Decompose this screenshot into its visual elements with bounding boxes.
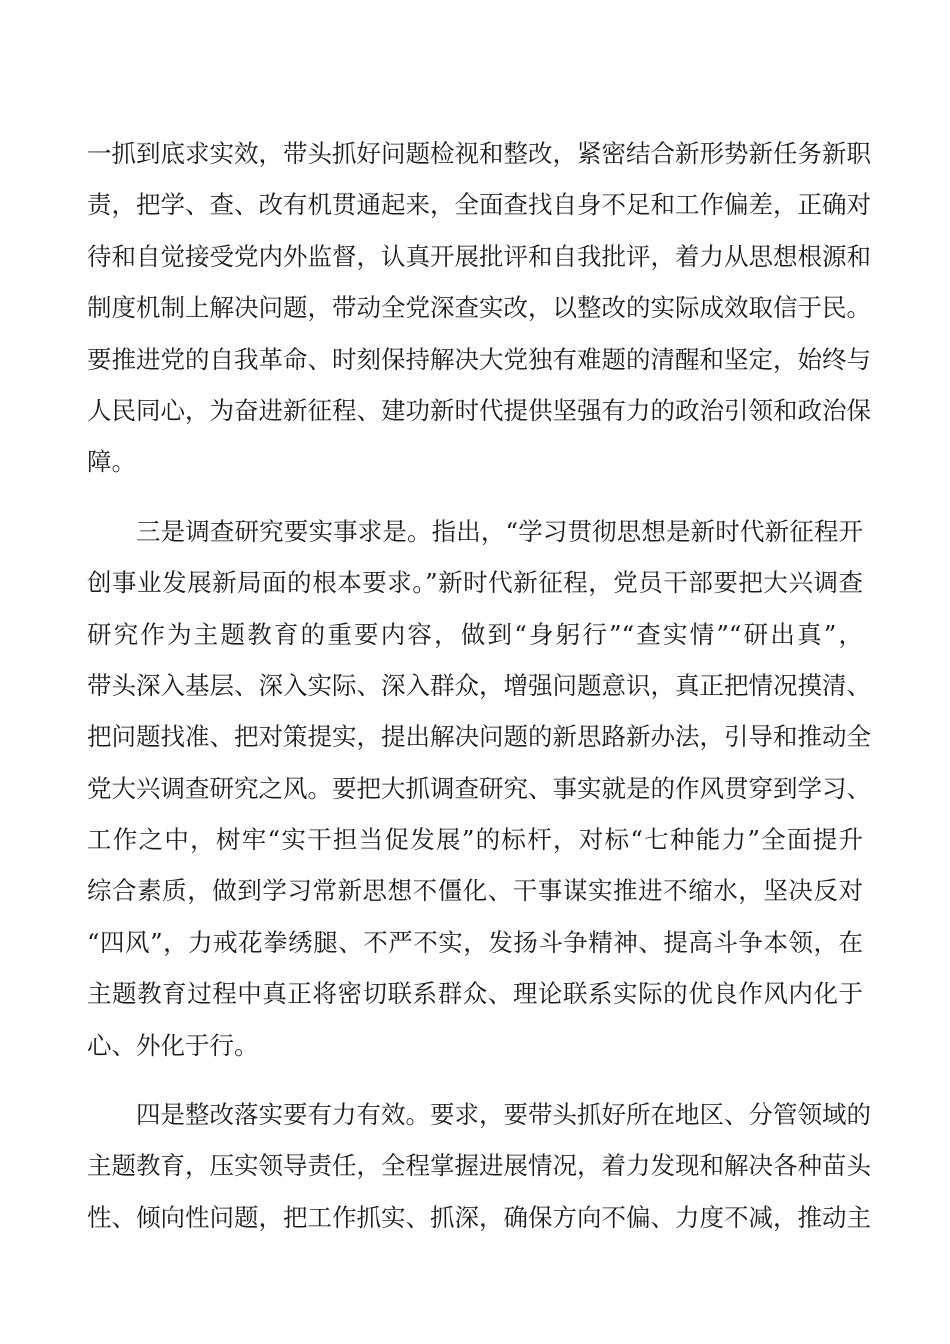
paragraph-1 [87, 128, 871, 488]
text-line: 党大兴调查研究之风。要把大抓调查研究、事实就是的作风贯穿到学习、 [87, 773, 871, 803]
text-line: 带头深入基层、深入实际、深入群众，增强问题意识，真正把情况摸清、 [87, 670, 871, 700]
text-line: 三是调查研究要实事求是。指出，“学习贯彻思想是新时代新征程开 [136, 516, 863, 546]
text-line: “四风”，力戒花拳绣腿、不严不实，发扬斗争精神、提高斗争本领，在 [87, 927, 863, 957]
text-line: 心、外化于行。 [87, 1030, 259, 1060]
paragraph-3 [87, 1089, 871, 1243]
text-line: 待和自觉接受党内外监督，认真开展批评和自我批评，着力从思想根源和 [87, 241, 871, 271]
text-line: 研究作为主题教育的重要内容，做到“身躬行”“查实情”“研出真”， [87, 619, 863, 649]
document-body [87, 128, 871, 1243]
text-line: 要推进党的自我革命、时刻保持解决大党独有难题的清醒和坚定，始终与 [87, 344, 871, 374]
text-line: 综合素质，做到学习常新思想不僵化、干事谋实推进不缩水，坚决反对 [87, 876, 863, 906]
paragraph-spacer [87, 1071, 863, 1089]
text-line: 把问题找准、把对策提实，提出解决问题的新思路新办法，引导和推动全 [87, 722, 871, 752]
text-line: 障。 [87, 447, 136, 477]
text-line: 主题教育，压实领导责任，全程掌握进展情况，着力发现和解决各种苗头 [87, 1151, 871, 1181]
text-line: 创事业发展新局面的根本要求。”新时代新征程，党员干部要把大兴调查 [87, 568, 863, 598]
text-line: 人民同心，为奋进新征程、建功新时代提供坚强有力的政治引领和政治保 [87, 395, 871, 425]
text-line: 制度机制上解决问题，带动全党深查实改，以整改的实际成效取信于民。 [87, 293, 871, 323]
paragraph-2 [87, 506, 871, 1071]
text-line: 一抓到底求实效，带头抓好问题检视和整改，紧密结合新形势新任务新职 [87, 139, 871, 168]
paragraph-spacer [87, 488, 863, 506]
text-line: 性、倾向性问题，把工作抓实、抓深，确保方向不偏、力度不减，推动主 [87, 1202, 871, 1232]
text-line: 工作之中，树牢“实干担当促发展”的标杆，对标“七种能力”全面提升 [87, 825, 863, 855]
text-line: 主题教育过程中真正将密切联系群众、理论联系实际的优良作风内化于 [87, 979, 863, 1009]
text-line: 责，把学、查、改有机贯通起来，全面查找自身不足和工作偏差，正确对 [87, 190, 871, 220]
text-line: 四是整改落实要有力有效。要求，要带头抓好所在地区、分管领域的 [136, 1100, 871, 1130]
